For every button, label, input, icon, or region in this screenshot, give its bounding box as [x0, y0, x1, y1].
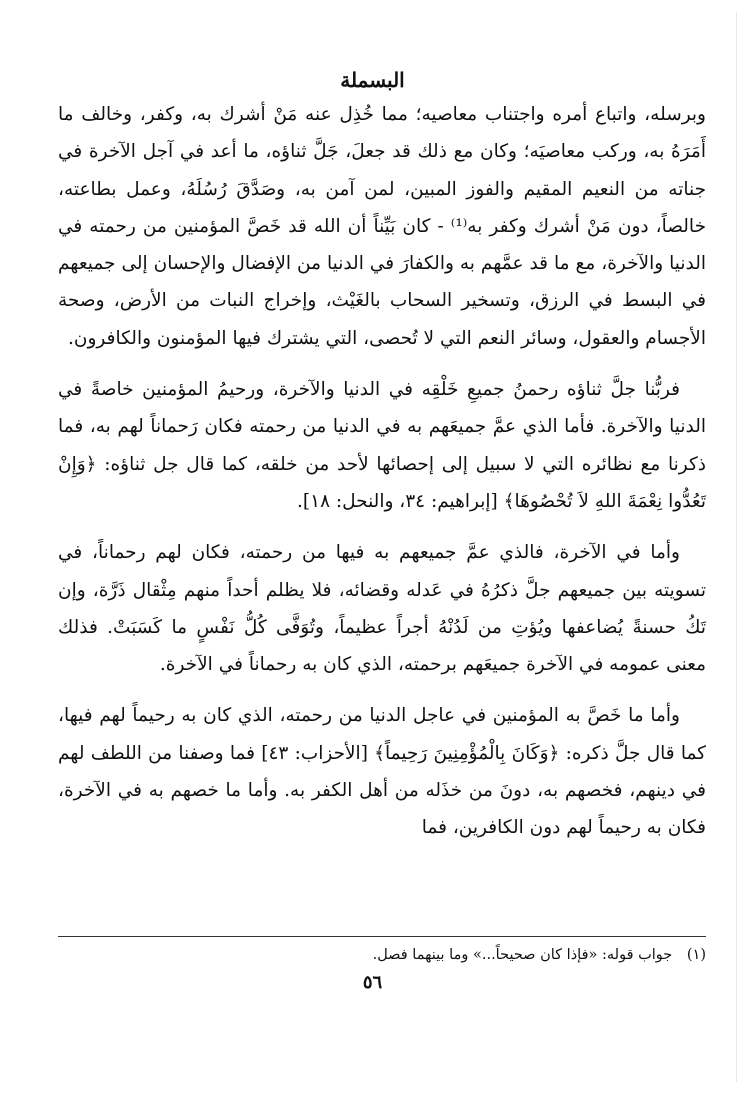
footnote-text: جواب قوله: «فإذا كان صحيحاً...» وما بينهما فصل. — [372, 947, 673, 963]
paragraph-3: وأما في الآخرة، فالذي عمَّ جميعهم به فيها من رحمته، فكان لهم رحماناً، في تسويته بين جميعهم جلَّ ذكرُهُ في عَدله وقضائه، فلا يظلم أحداً منهم مِثْقال ذَرَّة، وإن تَكُ حسنةً يُضاعفها ويُؤتِ من لَدُنْهُ أجراً عظيماً، وتُوَفَّى كُلُّ نَفْسٍ ما كَسَبَتْ. فذلك معنى عمومه في الآخرة جميعَهم برحمته، الذي كان به رحماناً في الآخرة. — [58, 542, 706, 676]
scan-edge-line — [736, 12, 737, 1082]
paragraph-1: وبرسله، واتباع أمره واجتناب معاصيه؛ مما خُذِل عنه مَنْ أشرك به، وكفر، وخالف ما أَمَرَهُ به، وركب معاصيَه؛ وكان مع ذلك قد جعلَ، جَلَّ ثناؤه، ما أعد في آجل الآخرة في جناته من النعيم المقيم والفوز المبين، لمن آمن به، وصَدَّقَ رُسُلَهُ، وعمل بطاعته، خالصاً، دون مَنْ أشرك وكفر به⁽¹⁾ - كان بَيِّناً أن الله قد خَصَّ المؤمنين من رحمته في الدنيا والآخرة، مع ما قد عمَّهم به والكفارَ في الدنيا من الإفضال والإحسان إلى جميعهم في البسط في الرزق، وتسخير السحاب بالغَيْث، وإخراج النبات من الأرض، وصحة الأجسام والعقول، وسائر النعم التي لا تُحصى، التي يشترك فيها المؤمنون والكافرون. — [58, 104, 707, 349]
footnote-divider — [58, 936, 706, 937]
paragraph-2: فربُّنا جلَّ ثناؤه رحمنُ جميعِ خَلْقِه في الدنيا والآخرة، ورحيمُ المؤمنين خاصةً في الدنيا والآخرة. فأما الذي عمَّ جميعَهم به في الدنيا من رحمته فكان رَحماناً لهم به، فما ذكرنا مع نظائره التي لا سبيل إلى إحصائها لأحد من خلقه، كما قال جل ثناؤه: ﴿وَإِنْ تَعُدُّوا نِعْمَةَ اللهِ لاَ تُحْصُوهَا﴾ [إبراهيم: ٣٤، والنحل: ١٨]. — [58, 379, 706, 512]
footnote — [58, 943, 706, 967]
running-header: البسملة — [340, 68, 405, 92]
footnote-marker: (١) — [686, 947, 706, 963]
paragraph-4: وأما ما خَصَّ به المؤمنين في عاجل الدنيا من رحمته، الذي كان به رحيماً لهم فيها، كما قال جلَّ ذكره: ﴿وَكَانَ بِالْمُؤْمِنِينَ رَحِيماً﴾ [الأحزاب: ٤٣] فما وصفنا من اللطف لهم في دينهم، فخصهم به، دونَ من خذَله من أهل الكفر به. وأما ما خصهم به في الآخرة، فكان به رحيماً لهم دون الكافرين، فما — [58, 705, 706, 839]
page-number: ٥٦ — [362, 972, 383, 993]
main-text — [58, 96, 706, 847]
